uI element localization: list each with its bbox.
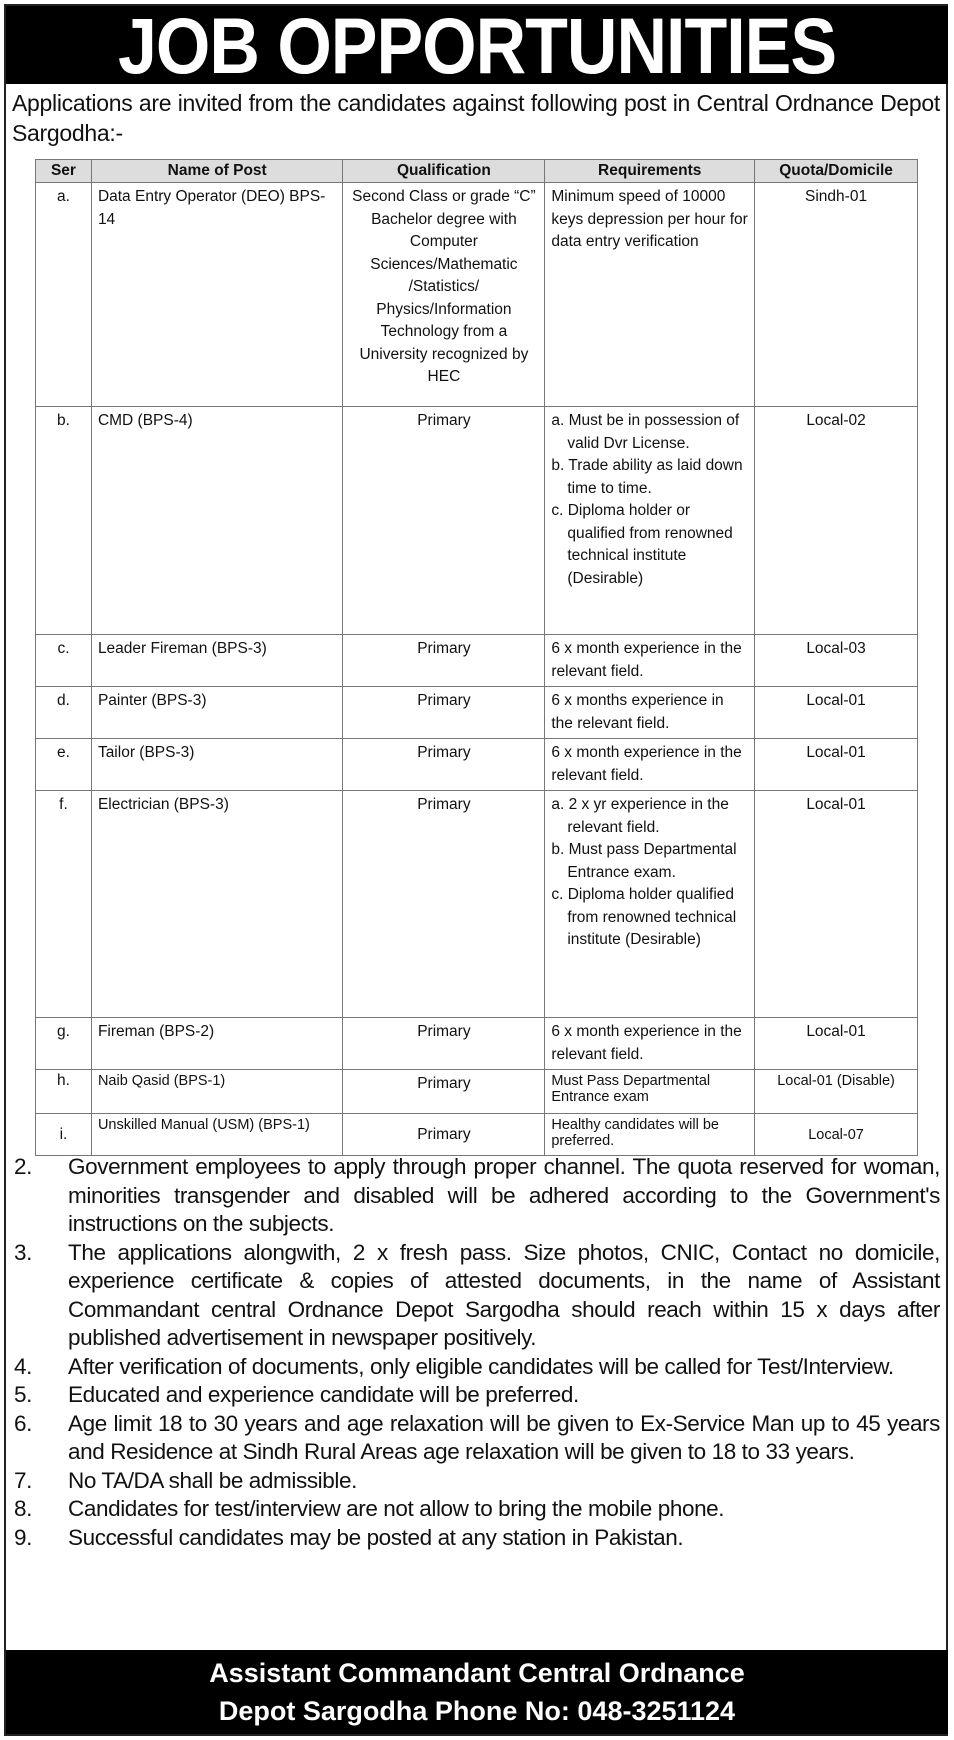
cell-quota: Local-01 xyxy=(755,791,918,1018)
item-number: 5. xyxy=(14,1382,32,1407)
cell-req xyxy=(545,1070,755,1114)
cell-post: Leader Fireman (BPS-3) xyxy=(91,635,343,687)
table-row xyxy=(36,1018,918,1070)
column-header: Quota/Domicile xyxy=(755,160,918,183)
item-text: Educated and experience candidate will be preferred. xyxy=(68,1382,579,1407)
requirement-line: c. Diploma holder or qualified from renowned technical institute (Desirable) xyxy=(551,502,733,587)
requirement-line: Healthy candidates will be preferred. xyxy=(551,1117,719,1149)
column-header: Ser xyxy=(36,160,92,183)
item-text: After verification of documents, only eligible candidates will be called for Test/Interview. xyxy=(68,1353,894,1379)
item-number: 2. xyxy=(14,1154,32,1179)
footer-line-2: Depot Sargodha Phone No: 048-3251124 xyxy=(218,1696,736,1726)
requirement-line: 6 x month experience in the relevant field. xyxy=(551,640,742,680)
cell-post: Naib Qasid (BPS-1) xyxy=(91,1070,343,1114)
cell-ser: f. xyxy=(36,791,92,1018)
requirement-line: Minimum speed of 10000 keys depression per hour for data entry verification xyxy=(551,188,748,250)
cell-post: Tailor (BPS-3) xyxy=(91,739,343,791)
item-text: Candidates for test/interview are not allow to bring the mobile phone. xyxy=(68,1496,725,1521)
requirement-line: b. Must pass Departmental Entrance exam. xyxy=(551,841,737,881)
item-text: Age limit 18 to 30 years and age relaxation will be given to Ex-Service Man up to 45 years and Residence at Sindh Rural Areas age relaxation will be given to 18 to 33 years. xyxy=(68,1410,940,1464)
table-row xyxy=(36,687,918,739)
intro-text: Applications are invited from the candidates against following post in Central Ordnance Depot Sargodha:- xyxy=(12,90,940,146)
instruction-item xyxy=(14,1467,940,1496)
cell-ser: c. xyxy=(36,635,92,687)
cell-post: Unskilled Manual (USM) (BPS-1) xyxy=(91,1114,343,1156)
footer-line-1: Assistant Commandant Central Ordnance xyxy=(209,1658,745,1688)
cell-quota: Local-01 xyxy=(755,1018,918,1070)
requirement-line: b. Trade ability as laid down time to time. xyxy=(551,457,743,497)
title-text: JOB OPPORTUNITIES xyxy=(117,2,837,90)
instruction-item xyxy=(14,1353,940,1382)
cell-ser: d. xyxy=(36,687,92,739)
requirement-line: a. 2 x yr experience in the relevant field. xyxy=(551,796,729,836)
item-text: The applications alongwith, 2 x fresh pass. Size photos, CNIC, Contact no domicile, experience certificate & copies of attested documents, in the name of Assistant Commandant central Ordnance Depot Sargodha should reach within 15 x days after published advertisement in newspaper positively. xyxy=(68,1239,940,1350)
cell-quota: Local-01 xyxy=(755,687,918,739)
cell-qual: Primary xyxy=(343,791,545,1018)
cell-req xyxy=(545,1018,755,1070)
cell-ser: e. xyxy=(36,739,92,791)
cell-quota: Local-02 xyxy=(755,407,918,635)
item-number: 4. xyxy=(14,1353,32,1379)
cell-req xyxy=(545,183,755,407)
cell-ser: a. xyxy=(36,183,92,407)
item-number: 6. xyxy=(14,1410,32,1436)
table-row xyxy=(36,1114,918,1156)
table-row xyxy=(36,635,918,687)
page-title xyxy=(6,2,948,90)
cell-qual: Primary xyxy=(343,687,545,739)
instruction-item xyxy=(14,1239,940,1353)
cell-req xyxy=(545,791,755,1018)
cell-ser: g. xyxy=(36,1018,92,1070)
item-text: No TA/DA shall be admissible. xyxy=(68,1467,357,1493)
cell-quota: Sindh-01 xyxy=(755,183,918,407)
cell-quota: Local-07 xyxy=(755,1114,918,1156)
table-row xyxy=(36,791,918,1018)
table-row xyxy=(36,183,918,407)
cell-ser: i. xyxy=(36,1114,92,1156)
cell-post: Data Entry Operator (DEO) BPS-14 xyxy=(91,183,343,407)
requirement-line: 6 x month experience in the relevant field. xyxy=(551,1023,742,1063)
requirement-line: a. Must be in possession of valid Dvr License. xyxy=(551,412,740,452)
cell-req xyxy=(545,687,755,739)
column-header: Name of Post xyxy=(91,160,343,183)
cell-qual: Primary xyxy=(343,739,545,791)
column-header: Requirements xyxy=(545,160,755,183)
item-text: Government employees to apply through proper channel. The quota reserved for woman, minorities transgender and disabled will be adhered according to the Government's instructions on the subjects. xyxy=(68,1154,940,1236)
cell-qual: Primary xyxy=(343,635,545,687)
cell-qual: Primary xyxy=(343,1070,545,1114)
instruction-item xyxy=(14,1381,940,1410)
cell-quota: Local-03 xyxy=(755,635,918,687)
instruction-item xyxy=(14,1495,940,1524)
instructions-list xyxy=(14,1153,940,1552)
cell-qual: Primary xyxy=(343,1114,545,1156)
instruction-item xyxy=(14,1524,940,1553)
cell-ser: b. xyxy=(36,407,92,635)
cell-ser: h. xyxy=(36,1070,92,1114)
item-number: 7. xyxy=(14,1467,32,1493)
cell-quota: Local-01 (Disable) xyxy=(755,1070,918,1114)
footer-contact xyxy=(6,1650,948,1734)
requirement-line: 6 x months experience in the relevant field. xyxy=(551,692,724,732)
instruction-item xyxy=(14,1153,940,1239)
cell-post: CMD (BPS-4) xyxy=(91,407,343,635)
item-number: 3. xyxy=(14,1239,32,1265)
cell-req xyxy=(545,1114,755,1156)
cell-req xyxy=(545,407,755,635)
table-row xyxy=(36,1070,918,1114)
cell-post: Fireman (BPS-2) xyxy=(91,1018,343,1070)
cell-post: Painter (BPS-3) xyxy=(91,687,343,739)
item-number: 9. xyxy=(14,1524,32,1550)
instruction-item xyxy=(14,1410,940,1467)
cell-req xyxy=(545,739,755,791)
table-header xyxy=(36,160,918,183)
requirement-line: c. Diploma holder qualified from renowned technical institute (Desirable) xyxy=(551,886,737,948)
cell-req xyxy=(545,635,755,687)
requirement-line: Must Pass Departmental Entrance exam xyxy=(551,1073,711,1105)
cell-qual: Primary xyxy=(343,1018,545,1070)
column-header: Qualification xyxy=(343,160,545,183)
item-text: Successful candidates may be posted at any station in Pakistan. xyxy=(68,1524,684,1550)
cell-qual: Second Class or grade “C” Bachelor degree with Computer Sciences/Mathematic /Statistics/ Physics/Information Technology from a University recognized by HEC xyxy=(343,183,545,407)
cell-post: Electrician (BPS-3) xyxy=(91,791,343,1018)
cell-qual: Primary xyxy=(343,407,545,635)
requirement-line: 6 x month experience in the relevant field. xyxy=(551,744,742,784)
table-row xyxy=(36,739,918,791)
table-row xyxy=(36,407,918,635)
item-number: 8. xyxy=(14,1496,32,1521)
cell-quota: Local-01 xyxy=(755,739,918,791)
jobs-table xyxy=(35,159,918,1156)
